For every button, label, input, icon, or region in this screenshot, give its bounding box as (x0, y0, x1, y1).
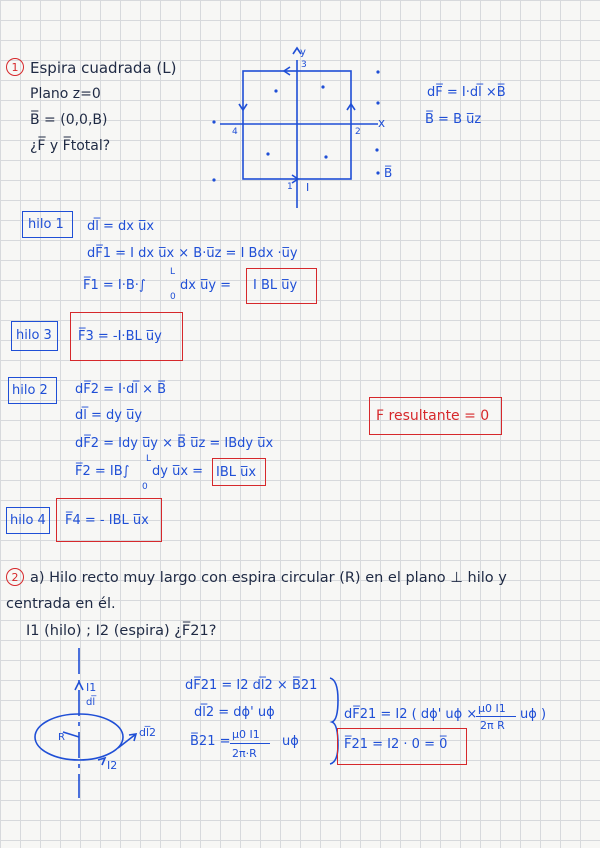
problem-2-formula-3: B̅21 = (190, 734, 231, 749)
hilo-4-label: hilo 4 (10, 513, 46, 528)
problem-2-number: 2 (6, 568, 24, 586)
hilo-2-line-4: F̅2 = IB∫ (75, 464, 130, 479)
hilo-1-line-3-b: dx u̅y = (180, 278, 232, 293)
problem-2-formula-3-unit: uϕ (282, 734, 299, 749)
hilo-2-upper-limit: L (146, 454, 152, 464)
hilo-1-line-2: dF̅1 = I dx u̅x × B·u̅z = I Bdx ·u̅y (87, 246, 298, 261)
loop-current-label: I2 (107, 759, 118, 772)
hilo-2-line-3: dF̅2 = Idy u̅y × B̅ u̅z = IBdy u̅x (75, 436, 274, 451)
hilo-4-result: F̅4 = - IBL u̅x (65, 513, 149, 528)
problem-2-formula-2: dl̅2 = dϕ' uϕ (194, 705, 275, 720)
problem-1-field: B̅ = (0,0,B) (30, 112, 108, 128)
problem-2-line-2: centrada en él. (6, 596, 116, 612)
fraction-bar-2 (476, 716, 516, 717)
hilo-2-line-1: dF̅2 = I·dl̅ × B̅ (75, 382, 167, 397)
problem-2-result-line-1: dF̅21 = I2 ( dϕ' uϕ × (344, 707, 478, 722)
hilo-1-result: I BL u̅y (253, 278, 298, 293)
problem-1-title: Espira cuadrada (L) (30, 59, 177, 77)
problem-2-result-denominator: 2π R (480, 719, 505, 732)
hilo-2-lower-limit: 0 (142, 482, 148, 492)
radius-line (63, 732, 79, 737)
tangent-dl-line (118, 734, 136, 748)
hilo-2-result: IBL u̅x (216, 465, 257, 480)
current-label: I (306, 181, 310, 194)
fraction-bar-1 (230, 743, 270, 744)
loop-dl-label: dl̅2 (139, 726, 157, 739)
hilo-2-label: hilo 2 (12, 383, 48, 398)
hilo-3-result: F̅3 = -I·BL u̅y (78, 329, 162, 344)
hilo-1-line-1: dl̅ = dx u̅x (87, 219, 155, 234)
wire-dl-label: dl̅ (86, 697, 96, 708)
loop-current-arrow (98, 758, 105, 765)
hilo-2-line-2: dl̅ = dy u̅y (75, 408, 143, 423)
hilo-1-label: hilo 1 (28, 217, 64, 232)
problem-1-plane: Plano z=0 (30, 86, 101, 102)
problem-2-formula-3-numerator: μ0 I1 (232, 728, 260, 741)
wire-current-label: I1 (86, 681, 97, 694)
hilo-1-line-3: F̅1 = I·B·∫ (83, 278, 146, 293)
y-axis-label: y (300, 47, 306, 58)
radius-label: R (58, 732, 65, 743)
hilo-2-line-4-b: dy u̅x = (152, 464, 204, 479)
resultante-text: F resultante = 0 (376, 408, 490, 424)
problem-2-result-numerator: μ0 I1 (478, 702, 506, 715)
wire-current-arrow (75, 682, 83, 690)
hilo-1-upper-limit: L (170, 267, 176, 277)
problem-2-line-1: a) Hilo recto muy largo con espira circular (R) en el plano ⊥ hilo y (30, 570, 507, 586)
problem-2-result-line-1-end: uϕ ) (520, 707, 547, 722)
problem-2-line-3: I1 (hilo) ; I2 (espira) ¿F̅21? (26, 623, 217, 639)
problem-1-number: 1 (6, 58, 24, 76)
side-3-label: 3 (301, 60, 307, 70)
side-2-label: 2 (355, 127, 361, 137)
side-4-label: 4 (232, 127, 238, 137)
problem-1-question: ¿F̅ y F̅total? (30, 138, 111, 154)
force-element-formula: dF̅ = I·dl̅ ×B̅ (427, 85, 506, 100)
b-field-label: B̅ (384, 166, 393, 180)
problem-2-formula-3-denominator: 2π·R (232, 747, 257, 760)
problem-2-result: F̅21 = I2 · 0 = 0̅ (344, 737, 448, 752)
b-field-formula: B̅ = B u̅z (425, 112, 482, 127)
x-axis-label: x (378, 116, 386, 130)
problem-2-formula-1: dF̅21 = I2 dl̅2 × B̅21 (185, 678, 318, 693)
hilo-3-label: hilo 3 (16, 328, 52, 343)
side-1-label: 1 (287, 182, 293, 192)
hilo-1-lower-limit: 0 (170, 292, 176, 302)
